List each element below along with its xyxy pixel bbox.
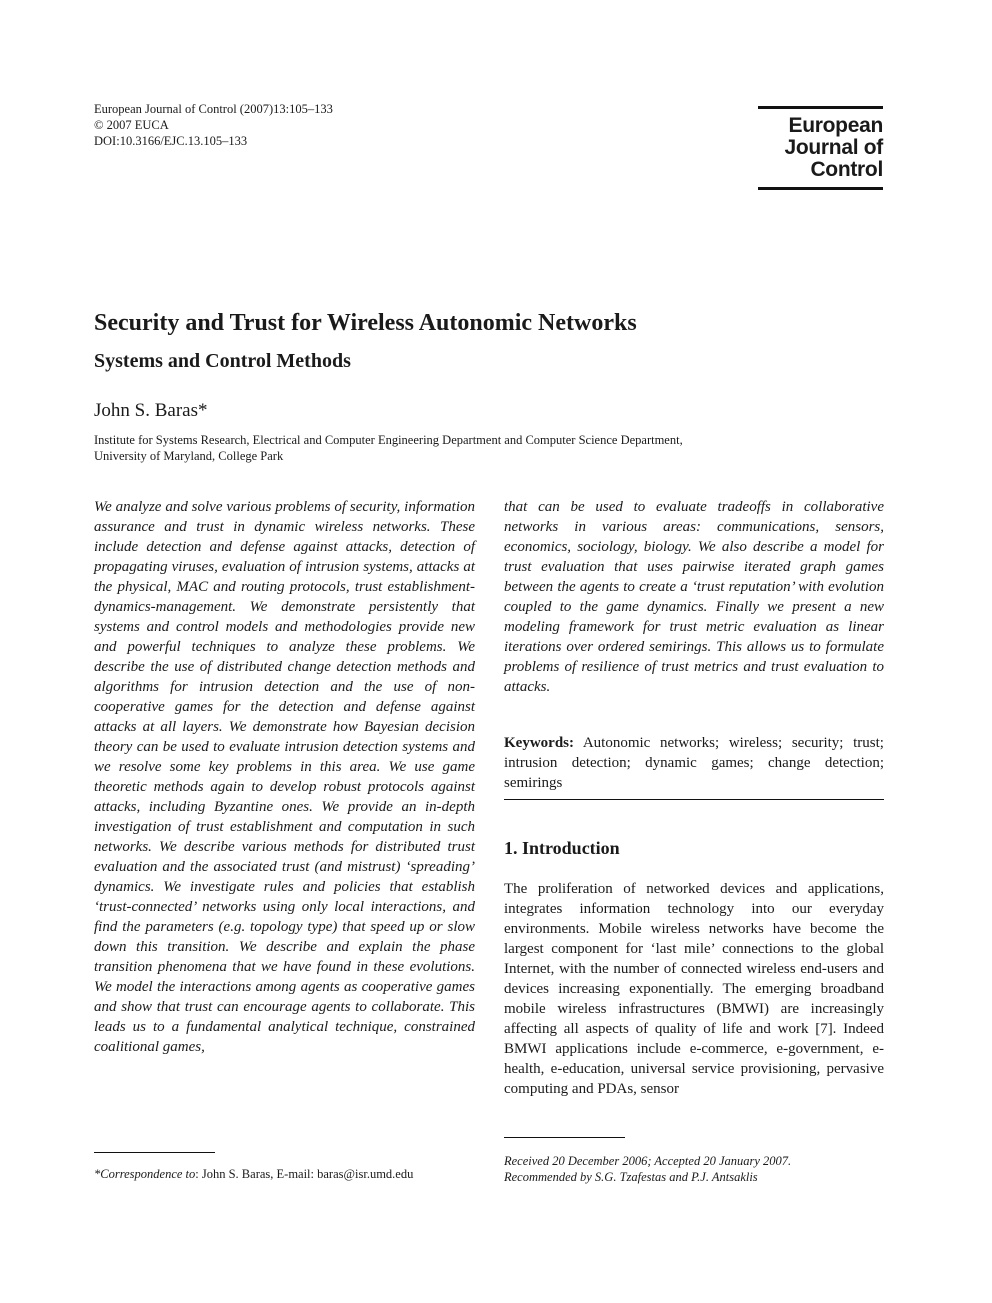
logo-line-1: European	[788, 114, 883, 137]
logo-line-3: Control	[810, 158, 883, 181]
journal-logo	[758, 106, 883, 190]
paper-title: Security and Trust for Wireless Autonomic Networks	[94, 310, 637, 336]
keywords-label: Keywords:	[504, 735, 574, 751]
journal-header	[94, 101, 333, 149]
correspondence-footnote	[94, 1166, 413, 1182]
doi-line: DOI:10.3166/EJC.13.105–133	[94, 134, 248, 148]
abstract-part-2: that can be used to evaluate tradeoffs in collaborative networks in various areas: communications, sensors, economics, sociology, biology. We also describe a model for trust evaluation that uses pairwise iterated graph games between the agents to create a ‘trust reputation’ with evolution coupled to the game dynamics. Finally we present a new modeling framework for trust metric evaluation as linear iterations over ordered semirings. This allows us to formulate problems of resilience of trust metrics and trust evaluation to attacks.	[504, 499, 884, 695]
journal-citation: European Journal of Control (2007)13:105–133	[94, 102, 333, 116]
received-dates: Received 20 December 2006; Accepted 20 January 2007.	[504, 1154, 792, 1168]
received-divider	[504, 1137, 625, 1138]
keywords-divider	[504, 799, 884, 800]
keywords	[504, 733, 884, 793]
abstract-left-column	[94, 497, 475, 1057]
affiliation	[94, 432, 683, 464]
abstract-part-1: We analyze and solve various problems of security, information assurance and trust in dynamic wireless networks. These include detection and defense against attacks, detection of propagating viruses, evaluation of intrusion systems, attacks at the physical, MAC and routing protocols, trust establishment-dynamics-management. We demonstrate persistently that systems and control models and methodologies provide new and powerful techniques to analyze these problems. We describe the use of distributed change detection methods and algorithms for intrusion detection and the use of non-cooperative games for the detection and defense against attacks at all layers. We demonstrate how Bayesian decision theory can be used to evaluate intrusion detection systems and we resolve some key problems in this area. We use game theoretic methods again to develop robust protocols against attacks, including Byzantine ones. We provide an in-depth investigation of trust establishment and computation in such networks. We describe various methods for distributed trust evaluation and the associated trust (and mistrust) ‘spreading’ dynamics. We investigate rules and policies that establish ‘trust-connected’ networks using only local interactions, and find the parameters (e.g. topology type) that speed up or slow down this transition. We describe and explain the phase transition phenomena that we have found in these evolutions. We model the interactions among agents as cooperative games and show that trust can encourage agents to collaborate. This leads us to a fundamental analytical technique, constrained coalitional games,	[94, 499, 475, 1055]
recommended-by: Recommended by S.G. Tzafestas and P.J. Antsaklis	[504, 1170, 758, 1184]
footnote-divider	[94, 1152, 215, 1153]
affiliation-line-2: University of Maryland, College Park	[94, 449, 284, 463]
logo-line-2: Journal of	[784, 136, 883, 159]
copyright-line: © 2007 EUCA	[94, 118, 169, 132]
author-name: John S. Baras*	[94, 400, 208, 421]
introduction-text: The proliferation of networked devices and applications, integrates information technology into our everyday environments. Mobile wireless networks have become the largest component for ‘last mile’ connections to the global Internet, with the number of connected wireless end-users and devices increasing exponentially. The emerging broadband mobile wireless infrastructures (BMWI) are increasingly affecting all aspects of quality of life and work [7]. Indeed BMWI applications include e-commerce, e-government, e-health, e-education, universal service provisioning, pervasive computing and PDAs, sensor	[504, 881, 884, 1097]
received-note	[504, 1153, 791, 1185]
abstract-right-column	[504, 497, 884, 697]
footnote-label: *Correspondence to	[94, 1167, 196, 1181]
footnote-text: : John S. Baras, E-mail: baras@isr.umd.edu	[195, 1167, 414, 1181]
paper-subtitle: Systems and Control Methods	[94, 350, 351, 372]
affiliation-line-1: Institute for Systems Research, Electrical and Computer Engineering Department and Computer Science Department,	[94, 433, 683, 447]
keywords-text: Autonomic networks; wireless; security; trust; intrusion detection; dynamic games; change detection; semirings	[504, 735, 884, 791]
section-heading-introduction: 1. Introduction	[504, 838, 620, 858]
